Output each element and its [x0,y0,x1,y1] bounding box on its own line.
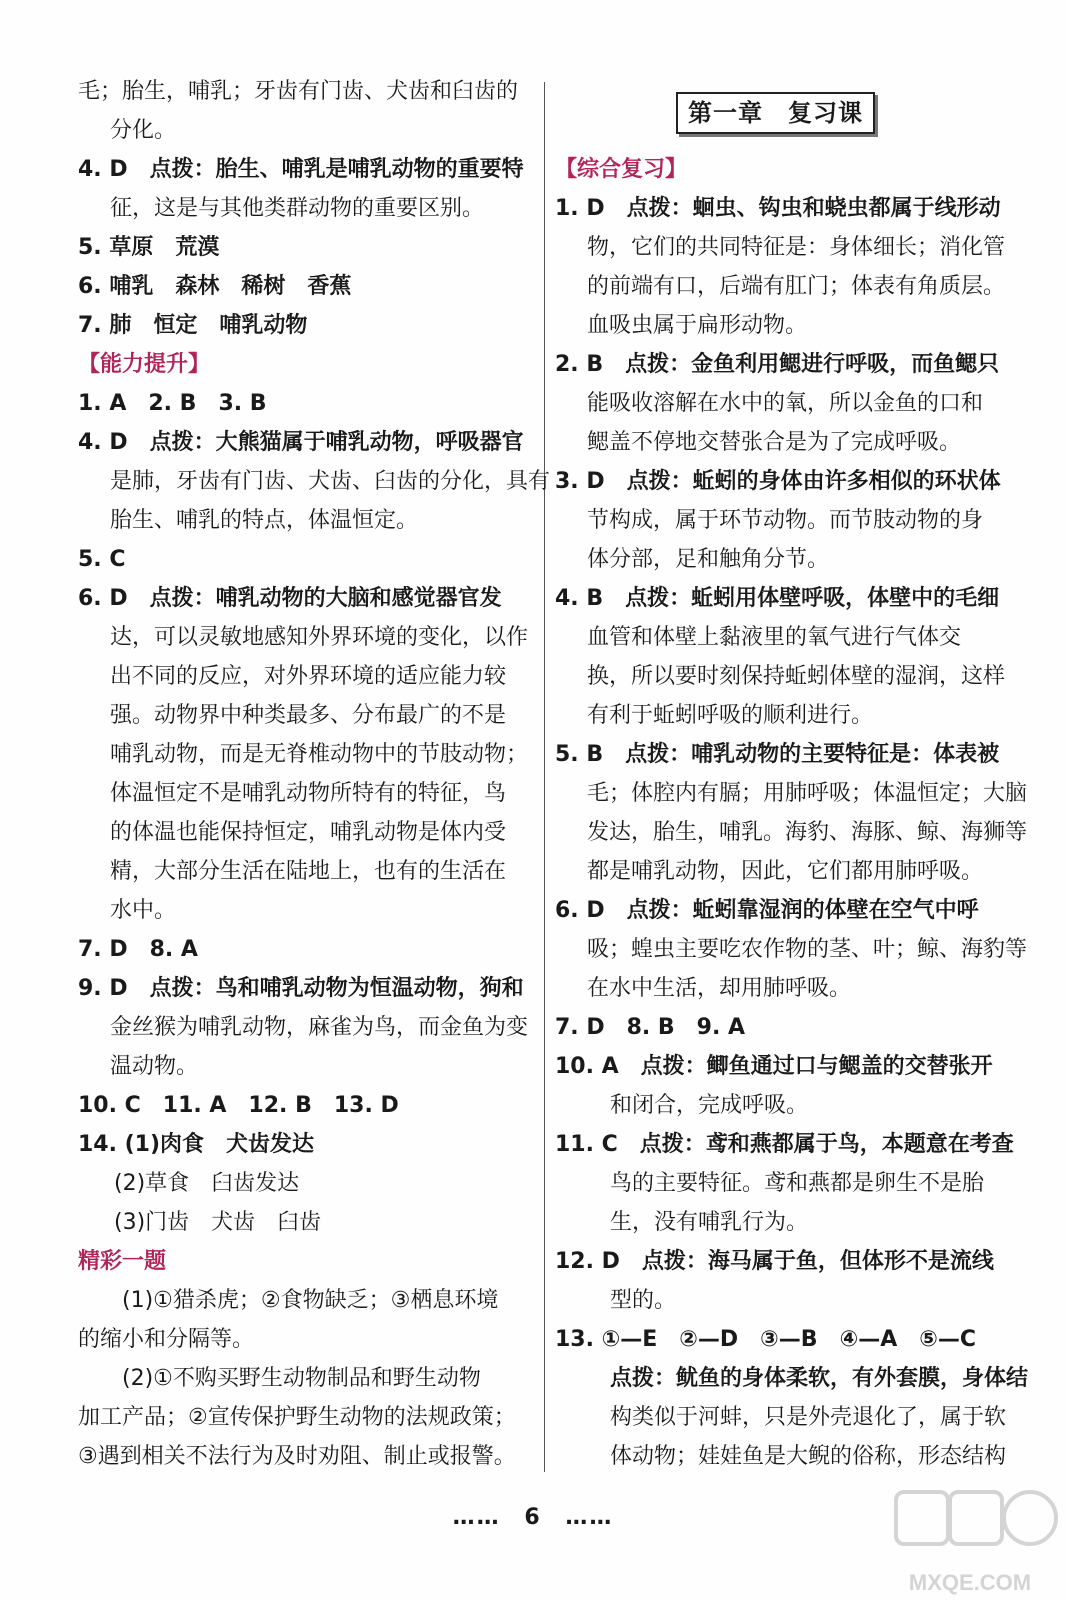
text-line: 体温恒定不是哺乳动物所特有的特征，鸟 [110,781,507,806]
answer-line: 10. A 点拨：鲫鱼通过口与鳃盖的交替张开 [555,1054,993,1079]
text-line: 体分部，足和触角分节。 [587,547,830,572]
text-line: 哺乳动物，而是无脊椎动物中的节肢动物； [110,742,529,767]
text-line: 达，可以灵敏地感知外界环境的变化，以作 [110,625,529,650]
answer-line: 1. A 2. B 3. B [78,391,267,416]
answer-line: 3. D 点拨：蚯蚓的身体由许多相似的环状体 [555,469,1001,494]
text-line: 温动物。 [110,1054,199,1079]
answer-line: 7. D 8. B 9. A [555,1015,746,1040]
answer-line: 6. D 点拨：蚯蚓靠湿润的体壁在空气中呼 [555,898,979,923]
text-line: 的前端有口，后端有肛门；体表有角质层。 [587,274,1006,299]
text-line: (1)①猎杀虎；②食物缺乏；③栖息环境 [122,1288,499,1313]
section-heading-highlight: 精彩一题 [78,1249,167,1274]
answer-line: 11. C 点拨：鸢和燕都属于鸟，本题意在考查 [555,1132,1014,1157]
answer-line: 13. ①—E ②—D ③—B ④—A ⑤—C [555,1327,976,1352]
answer-line: 4. D 点拨：胎生、哺乳是哺乳动物的重要特 [78,157,524,182]
footer-dots-left: …… [452,1505,501,1530]
text-line: 能吸收溶解在水中的氧，所以金鱼的口和 [587,391,984,416]
text-line: 征，这是与其他类群动物的重要区别。 [110,196,485,221]
answer-line: 7. 肺 恒定 哺乳动物 [78,313,308,338]
answer-line: 5. B 点拨：哺乳动物的主要特征是：体表被 [555,742,1000,767]
text-line: 都是哺乳动物，因此，它们都用肺呼吸。 [587,859,984,884]
text-line: 构类似于河蚌，只是外壳退化了，属于软 [610,1405,1007,1430]
chapter-title: 第一章 复习课 [676,92,875,134]
answer-line: 4. B 点拨：蚯蚓用体壁呼吸，体壁中的毛细 [555,586,1000,611]
text-line: 出不同的反应，对外界环境的适应能力较 [110,664,507,689]
text-line: 吸；蝗虫主要吃农作物的茎、叶；鲸、海豹等 [587,937,1028,962]
text-line: 加工产品；②宣传保护野生动物的法规政策； [78,1405,516,1430]
text-line: ③遇到相关不法行为及时劝阻、制止或报警。 [78,1444,516,1469]
text-line: 发达，胎生，哺乳。海豹、海豚、鲸、海狮等 [587,820,1028,845]
text-line: 节构成，属于环节动物。而节肢动物的身 [587,508,984,533]
answer-line: 10. C 11. A 12. B 13. D [78,1093,399,1118]
text-line: 和闭合，完成呼吸。 [610,1093,809,1118]
watermark-logo [880,1480,1060,1600]
left-column [78,72,551,1476]
answer-line: 4. D 点拨：大熊猫属于哺乳动物，呼吸器官 [78,430,524,455]
text-line: (2)①不购买野生动物制品和野生动物 [122,1366,481,1391]
text-line: 血吸虫属于扁形动物。 [587,313,808,338]
text-line: 物，它们的共同特征是：身体细长；消化管 [587,235,1006,260]
section-heading-ability: 【能力提升】 [78,352,211,377]
text-line: 的缩小和分隔等。 [78,1327,255,1352]
text-line: 毛；体腔内有膈；用肺呼吸；体温恒定；大脑 [587,781,1028,806]
page-number: 6 [524,1505,542,1530]
text-line: 金丝猴为哺乳动物，麻雀为鸟，而金鱼为变 [110,1015,529,1040]
text-line: (3)门齿 犬齿 臼齿 [114,1210,322,1235]
text-line: 体动物；娃娃鱼是大鲵的俗称，形态结构 [610,1444,1007,1469]
text-line: 是肺，牙齿有门齿、犬齿、臼齿的分化，具有 [110,469,551,494]
answer-line: 6. 哺乳 森林 稀树 香蕉 [78,274,352,299]
section-heading-review: 【综合复习】 [555,157,688,182]
watermark-url: MXQE.COM [908,1570,1032,1595]
text-line: 鸟的主要特征。鸢和燕都是卵生不是胎 [610,1171,985,1196]
answer-line: 5. 草原 荒漠 [78,235,220,260]
answer-line: 6. D 点拨：哺乳动物的大脑和感觉器官发 [78,586,502,611]
text-line: 水中。 [110,898,177,923]
answer-line: 2. B 点拨：金鱼利用鳃进行呼吸，而鱼鳃只 [555,352,1000,377]
text-line: 精，大部分生活在陆地上，也有的生活在 [110,859,507,884]
answer-line: 1. D 点拨：蛔虫、钩虫和蛲虫都属于线形动 [555,196,1001,221]
text-line: 点拨：鱿鱼的身体柔软，有外套膜，身体结 [610,1366,1029,1391]
text-line: 生，没有哺乳行为。 [610,1210,809,1235]
answer-line: 9. D 点拨：鸟和哺乳动物为恒温动物，狗和 [78,976,524,1001]
text-line: (2)草食 臼齿发达 [114,1171,300,1196]
text-line: 分化。 [110,118,177,143]
answer-line: 7. D 8. A [78,937,198,962]
footer-dots-right: …… [565,1505,614,1530]
text-line: 有利于蚯蚓呼吸的顺利进行。 [587,703,874,728]
text-line: 型的。 [610,1288,677,1313]
text-line: 胎生、哺乳的特点，体温恒定。 [110,508,419,533]
text-line: 换，所以要时刻保持蚯蚓体壁的湿润，这样 [587,664,1006,689]
text-line: 在水中生活，却用肺呼吸。 [587,976,852,1001]
answer-line: 5. C [78,547,126,572]
answer-line: 12. D 点拨：海马属于鱼，但体形不是流线 [555,1249,994,1274]
column-divider [544,82,545,1472]
text-line: 毛；胎生，哺乳；牙齿有门齿、犬齿和臼齿的 [78,79,519,104]
text-line: 强。动物界中种类最多、分布最广的不是 [110,703,507,728]
text-line: 鳃盖不停地交替张合是为了完成呼吸。 [587,430,962,455]
right-column [555,150,1029,1476]
text-line: 的体温也能保持恒定，哺乳动物是体内受 [110,820,507,845]
answer-line: 14. (1)肉食 犬齿发达 [78,1132,315,1157]
text-line: 血管和体壁上黏液里的氧气进行气体交 [587,625,962,650]
